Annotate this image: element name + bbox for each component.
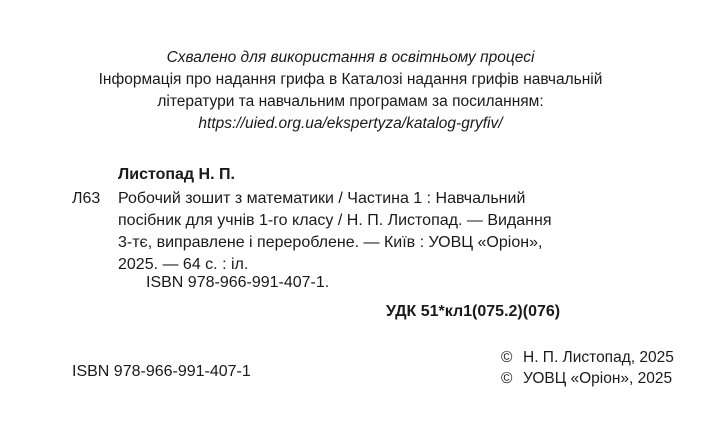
record-isbn: ISBN 978-966-991-407-1. <box>146 274 330 291</box>
approval-notice <box>20 47 681 135</box>
bibliographic-description <box>118 188 618 276</box>
biblio-line-2: посібник для учнів 1-го класу / Н. П. Листопад. — Видання <box>118 212 552 229</box>
author-index: Л63 <box>72 190 101 207</box>
approval-url: https://uied.org.ua/ekspertyza/katalog-gryfiv/ <box>198 115 503 132</box>
copyright-row-publisher <box>501 368 674 389</box>
biblio-line-4: 2025. — 64 с. : іл. <box>118 256 249 273</box>
copyright-symbol: © <box>501 349 513 366</box>
biblio-line-1: Робочий зошит з математики / Частина 1 : Навчальний <box>118 190 526 207</box>
footer-isbn: ISBN 978-966-991-407-1 <box>72 363 251 380</box>
approval-statement: Схвалено для використання в освітньому процесі <box>166 49 535 66</box>
copyright-publisher: УОВЦ «Оріон», 2025 <box>523 370 673 387</box>
copyright-symbol: © <box>501 370 513 387</box>
udk-code: УДК 51*кл1(075.2)(076) <box>386 303 561 320</box>
copyright-block <box>501 347 674 389</box>
approval-info-line-1: Інформація про надання грифа в Каталозі надання грифів навчальній <box>98 71 603 88</box>
copyright-row-author <box>501 347 674 368</box>
author-name: Листопад Н. П. <box>118 166 235 183</box>
biblio-line-3: 3-тє, виправлене і перероблене. — Київ : УОВЦ «Оріон», <box>118 234 543 251</box>
approval-info-line-2: літератури та навчальним програмам за посиланням: <box>157 93 544 110</box>
copyright-author: Н. П. Листопад, 2025 <box>523 349 674 366</box>
